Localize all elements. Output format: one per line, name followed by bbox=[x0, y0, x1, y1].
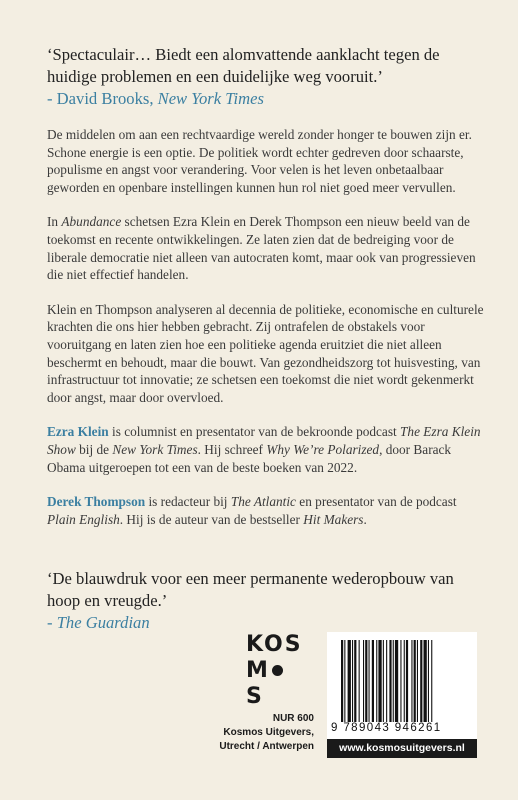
barcode-bar bbox=[386, 640, 387, 722]
bio-text: , door Barack Obama uitgeroepen tot een van de beste boeken van 2022. bbox=[47, 441, 452, 475]
paragraph-1: De middelen om aan een rechtvaardige wereld zonder honger te bouwen zijn er. Schone energie is een optie. De politiek wordt echter gedreven door schaarste, populisme en angst voor verandering. Voor velen is het leven onbetaalbaar geworden en openbare instellingen kunnen hun rol niet goed meer vervullen. bbox=[47, 127, 472, 195]
barcode-bar bbox=[431, 640, 432, 722]
author-name-thompson: Derek Thompson bbox=[47, 494, 146, 510]
barcode-bar bbox=[420, 640, 422, 722]
bio-text: is redacteur bij bbox=[145, 494, 231, 510]
bio-text: . Hij is de auteur van de bestseller bbox=[119, 511, 304, 527]
book-title: Abundance bbox=[61, 214, 122, 230]
kosmos-logo bbox=[246, 632, 302, 710]
p2-pre: In bbox=[47, 214, 62, 230]
p2-post: schetsen Ezra Klein en Derek Thompson een nieuw beeld van de toekomst en recente ontwikkelingen. Ze laten zien dat de bedreiging voor de liberale democratie niet alleen van autocraten komt, maar ook van progressieven die niet effectief handelen. bbox=[47, 214, 476, 283]
bio-klein bbox=[47, 423, 487, 476]
publisher-url: www.kosmosuitgevers.nl bbox=[327, 739, 477, 758]
barcode-bar bbox=[363, 640, 364, 722]
publisher-imprint bbox=[206, 712, 314, 754]
nur-code: NUR 600 bbox=[272, 713, 314, 724]
paragraph-2 bbox=[47, 213, 487, 283]
barcode-bar bbox=[393, 640, 394, 722]
barcode-bar bbox=[354, 640, 356, 722]
bio-text: bij de bbox=[75, 441, 113, 457]
bio-text: . bbox=[363, 511, 367, 527]
bottom-quote bbox=[47, 568, 487, 634]
barcode-bar bbox=[359, 640, 360, 722]
podcast-title: Plain English bbox=[47, 511, 120, 527]
barcode-bar bbox=[341, 640, 343, 722]
barcode-bar bbox=[428, 640, 429, 722]
barcode-bar bbox=[344, 640, 345, 722]
barcode-bar bbox=[378, 640, 381, 722]
logo-line-2 bbox=[246, 658, 302, 710]
publisher-name: Kosmos Uitgevers, bbox=[223, 727, 314, 738]
bio-text: . Hij schreef bbox=[197, 441, 267, 457]
attribution-source: New York Times bbox=[157, 89, 264, 108]
barcode-bar bbox=[411, 640, 412, 722]
paragraph-3: Klein en Thompson analyseren al decennia de politieke, economische en culturele krachten die ons hier hebben gebracht. Zij ontrafelen de obstakels voor vooruitgang en laten zien hoe een politieke agenda eruitziet die niet alleen beschermt en behoudt, maar die bouwt. Van gezondheidszorg tot huisvesting, van infrastructuur tot innovatie; ze schetsen een toekomst die niet wordt gekenmerkt door angst, maar door overvloed. bbox=[47, 301, 484, 405]
barcode-bar bbox=[348, 640, 351, 722]
paper-title: New York Times bbox=[112, 441, 198, 457]
barcode-bar bbox=[372, 640, 374, 722]
logo-letter-s: S bbox=[246, 684, 264, 709]
logo-dot-icon bbox=[272, 665, 283, 676]
bio-thompson bbox=[47, 493, 487, 528]
show-title: The Ezra Klein Show bbox=[47, 424, 481, 457]
barcode-bar bbox=[376, 640, 377, 722]
barcode-bar bbox=[417, 640, 418, 722]
barcode-bar bbox=[389, 640, 391, 722]
top-quote bbox=[47, 44, 487, 110]
barcode-bar bbox=[352, 640, 353, 722]
magazine-title: The Atlantic bbox=[230, 494, 296, 510]
attribution-source: The Guardian bbox=[56, 613, 150, 632]
author-name-klein: Ezra Klein bbox=[47, 424, 109, 440]
bio-text: is columnist en presentator van de bekroonde podcast bbox=[108, 424, 401, 440]
barcode-bar bbox=[365, 640, 367, 722]
blurb-body bbox=[47, 126, 487, 545]
bio-text: en presentator van de podcast bbox=[295, 494, 457, 510]
publisher-city: Utrecht / Antwerpen bbox=[219, 741, 314, 752]
logo-line-1: KOS bbox=[246, 632, 303, 657]
barcode-bar bbox=[404, 640, 405, 722]
barcode-bar bbox=[383, 640, 384, 722]
book-title: Why We’re Polarized bbox=[266, 441, 380, 457]
barcode-bar bbox=[395, 640, 398, 722]
attribution-author: - David Brooks, bbox=[47, 89, 158, 108]
bottom-quote-attribution bbox=[47, 612, 487, 634]
barcode-bar bbox=[424, 640, 427, 722]
barcode-bar bbox=[406, 640, 408, 722]
attribution-prefix: - bbox=[47, 613, 57, 632]
logo-letter-m: M bbox=[246, 658, 270, 683]
bottom-quote-text: ‘De blauwdruk voor een meer permanente wederopbouw van hoop en vreugde.’ bbox=[47, 569, 454, 610]
top-quote-text: ‘Spectaculair… Biedt een alomvattende aanklacht tegen de huidige problemen en een duidelijke weg vooruit.’ bbox=[47, 45, 440, 86]
isbn-number: 9 789043 946261 bbox=[331, 722, 442, 734]
barcode-icon bbox=[341, 640, 463, 722]
barcode-bar bbox=[400, 640, 401, 722]
book-title: Hit Makers bbox=[303, 511, 364, 527]
barcode-bar bbox=[369, 640, 370, 722]
top-quote-attribution bbox=[47, 88, 487, 110]
barcode-bar bbox=[414, 640, 416, 722]
